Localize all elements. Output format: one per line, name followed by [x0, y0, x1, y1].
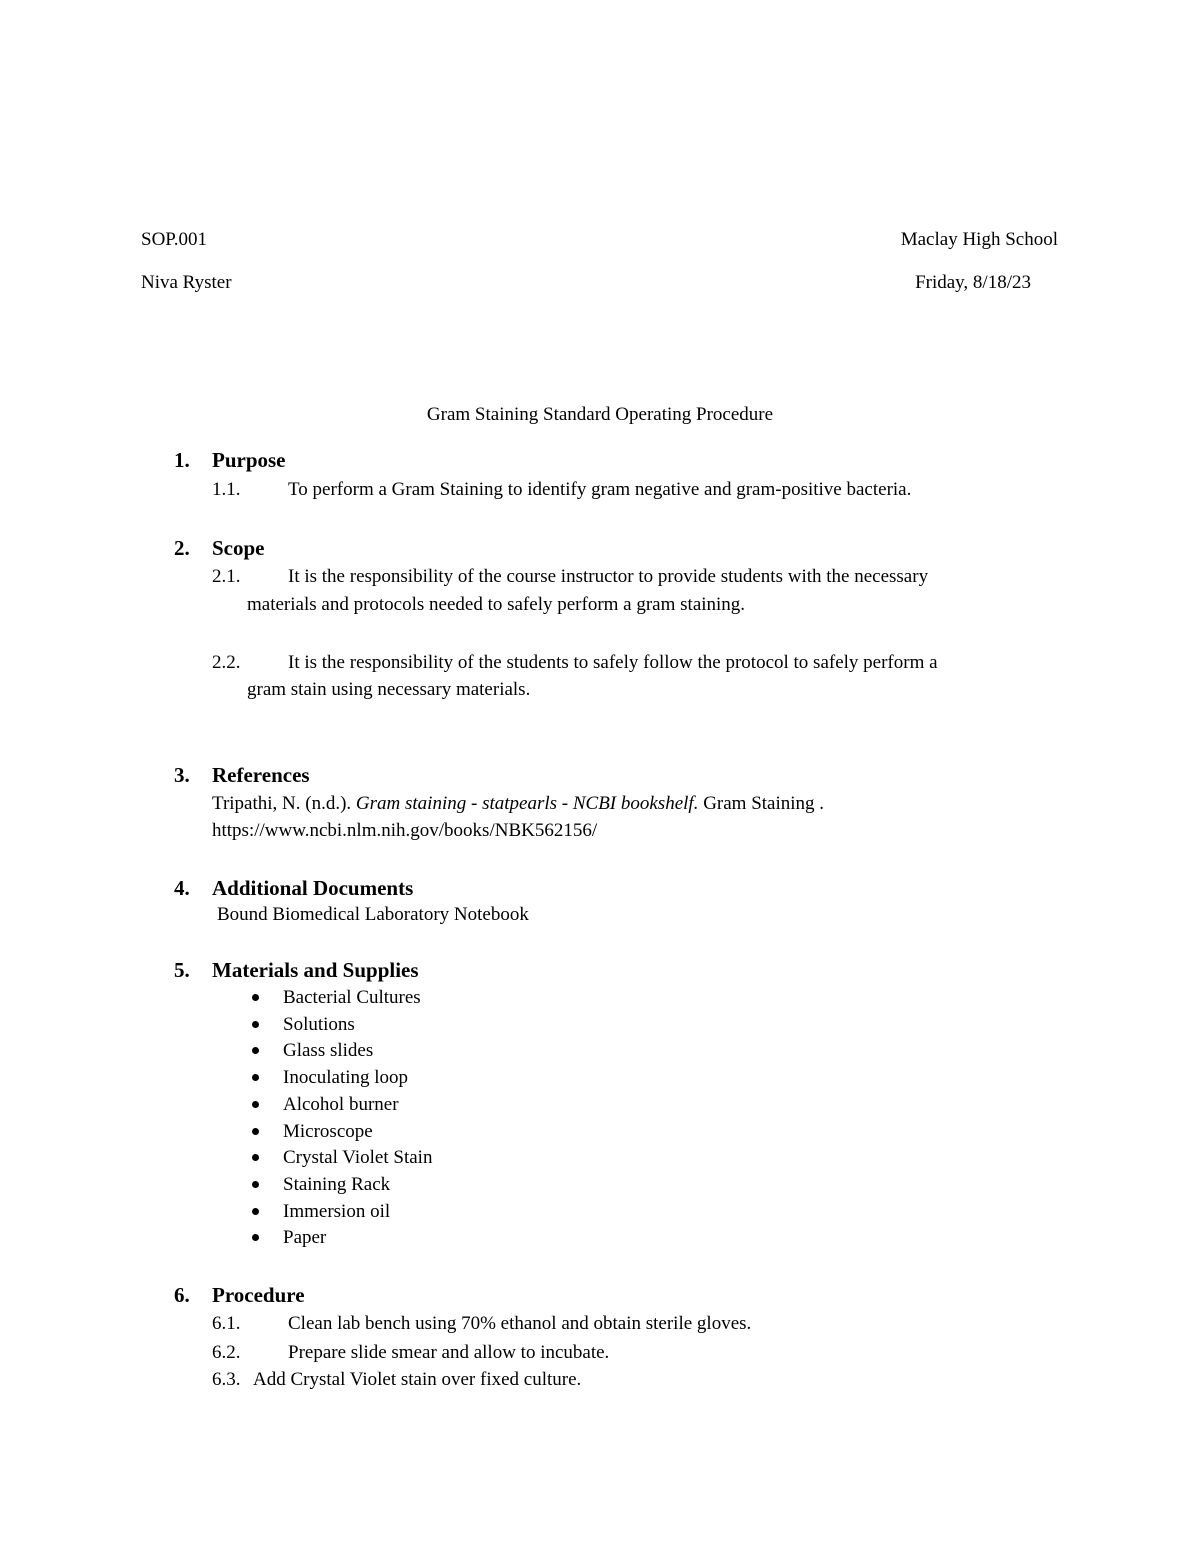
- procedure-step: Clean lab bench using 70% ethanol and obtain sterile gloves.: [288, 1313, 752, 1334]
- section-heading-purpose: Purpose: [212, 448, 286, 472]
- reference-url[interactable]: https://www.ncbi.nlm.nih.gov/books/NBK562156/: [212, 820, 598, 841]
- item-number: 6.3.: [212, 1369, 241, 1390]
- section-number-additional: 4.: [174, 876, 190, 900]
- procedure-step: Prepare slide smear and allow to incubate.: [288, 1342, 610, 1363]
- item-number: 2.1.: [212, 566, 241, 587]
- material-item: Alcohol burner: [283, 1093, 399, 1115]
- section-number-purpose: 1.: [174, 448, 190, 472]
- section-heading-references: References: [212, 763, 310, 787]
- reference-author: Tripathi, N. (n.d.).: [212, 793, 356, 814]
- material-item: Microscope: [283, 1120, 373, 1142]
- reference-title: Gram staining - statpearls - NCBI bookshelf.: [355, 793, 699, 814]
- section-number-scope: 2.: [174, 536, 190, 560]
- school-name: Maclay High School: [900, 229, 1058, 250]
- additional-document-text: Bound Biomedical Laboratory Notebook: [217, 904, 529, 925]
- section-heading-materials: Materials and Supplies: [212, 958, 419, 982]
- author-name: Niva Ryster: [141, 272, 232, 293]
- bullet-icon: [252, 994, 259, 1001]
- bullet-icon: [252, 1101, 259, 1108]
- procedure-step: Add Crystal Violet stain over fixed culture.: [253, 1369, 582, 1390]
- scope-text-line: materials and protocols needed to safely perform a gram staining.: [247, 594, 746, 615]
- scope-text-line: It is the responsibility of the course instructor to provide students with the necessary: [288, 566, 929, 587]
- bullet-icon: [252, 1128, 259, 1135]
- purpose-text: To perform a Gram Staining to identify gram negative and gram-positive bacteria.: [288, 479, 912, 500]
- bullet-icon: [252, 1154, 259, 1161]
- material-item: Inoculating loop: [283, 1067, 409, 1089]
- bullet-icon: [252, 1208, 259, 1215]
- bullet-icon: [252, 1047, 259, 1054]
- section-number-references: 3.: [174, 763, 190, 787]
- document-date: Friday, 8/18/23: [915, 272, 1031, 293]
- scope-text-line: gram stain using necessary materials.: [247, 679, 531, 700]
- bullet-icon: [252, 1181, 259, 1188]
- material-item: Solutions: [283, 1013, 355, 1035]
- material-item: Staining Rack: [283, 1173, 391, 1195]
- material-item: Crystal Violet Stain: [283, 1147, 433, 1169]
- material-item: Paper: [283, 1227, 327, 1249]
- section-heading-scope: Scope: [212, 536, 265, 560]
- section-heading-additional: Additional Documents: [212, 876, 414, 900]
- section-heading-procedure: Procedure: [212, 1283, 305, 1307]
- document-title: Gram Staining Standard Operating Procedure: [426, 404, 774, 425]
- material-item: Bacterial Cultures: [283, 987, 421, 1008]
- item-number: 6.2.: [212, 1342, 241, 1363]
- bullet-icon: [252, 1074, 259, 1081]
- reference-suffix: Gram Staining .: [698, 793, 825, 814]
- section-number-procedure: 6.: [174, 1283, 190, 1307]
- bullet-icon: [252, 1021, 259, 1028]
- section-number-materials: 5.: [174, 958, 190, 982]
- material-item: Immersion oil: [283, 1200, 391, 1222]
- bullet-icon: [252, 1234, 259, 1241]
- item-number: 1.1.: [212, 479, 241, 500]
- sop-id: SOP.001: [141, 229, 207, 250]
- item-number: 2.2.: [212, 652, 241, 673]
- scope-text-line: It is the responsibility of the students to safely follow the protocol to safely perform a: [288, 652, 938, 673]
- reference-citation: [212, 794, 824, 813]
- item-number: 6.1.: [212, 1313, 241, 1334]
- material-item: Glass slides: [283, 1040, 374, 1062]
